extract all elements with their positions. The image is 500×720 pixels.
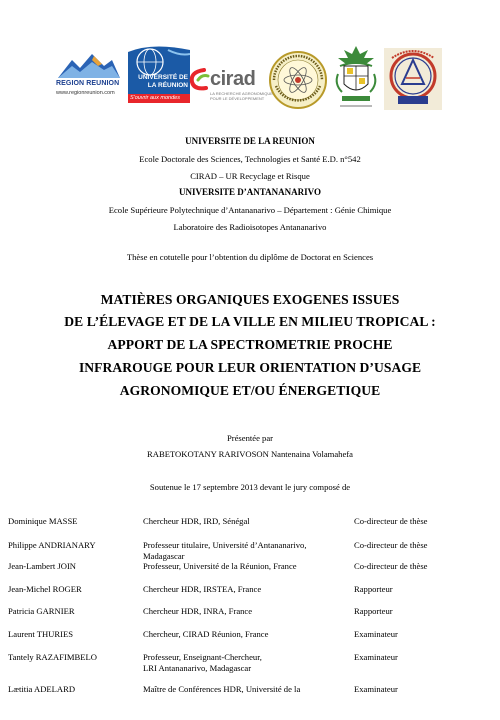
jury-member-title-cont: LRI Antananarivo, Madagascar — [143, 662, 252, 673]
region-reunion-logo: REGION REUNION www.regionreunion.com — [50, 52, 128, 112]
jury-member-name: Patricia GARNIER — [8, 606, 75, 616]
jury-member-name: Philippe ANDRIANARY — [8, 540, 96, 550]
jury-member-name: Jean-Lambert JOIN — [8, 561, 77, 571]
jury-member-title: Maître de Conférences HDR, Université de la — [143, 684, 301, 694]
jury-row — [0, 516, 500, 538]
jury-row — [0, 684, 500, 706]
thesis-title-line-3: APPORT DE LA SPECTROMETRIE PROCHE — [107, 337, 393, 352]
jury-member-name: Dominique MASSE — [8, 516, 78, 526]
jury-member-title-cont: Madagascar — [143, 550, 185, 561]
atom-laboratory-seal-icon — [268, 50, 328, 110]
jury-member-title: Professeur, Enseignant-Chercheur, — [143, 652, 262, 662]
jury-member-title: Chercheur, CIRAD Réunion, France — [143, 629, 269, 639]
logo-bar — [0, 40, 500, 110]
jury-member-role: Rapporteur — [354, 606, 393, 616]
doctoral-school: Ecole Doctorale des Sciences, Technologies et Santé E.D. n°542 — [139, 154, 361, 164]
jury-member-title: Professeur titulaire, Université d’Antananarivo, — [143, 540, 307, 550]
thesis-title-line-4: INFRAROUGE POUR LEUR ORIENTATION D’USAGE — [78, 360, 422, 375]
thesis-title-line-5: AGRONOMIQUE ET/OU ÉNERGETIQUE — [119, 383, 381, 398]
espa-department: Ecole Supérieure Polytechnique d’Antananarivo – Département : Génie Chimique — [108, 205, 392, 215]
universite-reunion-name: UNIVERSITÉ DE LA RÉUNION — [138, 74, 188, 89]
jury-member-title: Professeur, Université de la Réunion, France — [143, 561, 297, 571]
jury-row — [0, 606, 500, 628]
thesis-title-line-1: MATIÈRES ORGANIQUES EXOGENES ISSUES — [100, 292, 400, 307]
jury-row — [0, 540, 500, 562]
jury-member-role: Examinateur — [354, 684, 398, 694]
univ-antananarivo-heading: UNIVERSITE D’ANTANANARIVO — [179, 187, 321, 197]
cirad-tagline: LA RECHERCHE AGRONOMIQUE POUR LE DÉVELOPPEMENT — [210, 91, 273, 101]
thesis-title-line-2: DE L’ÉLEVAGE ET DE LA VILLE EN MILIEU TROPICAL : — [64, 314, 436, 329]
jury-member-role: Rapporteur — [354, 584, 393, 594]
author-name: RABETOKOTANY RARIVOSON Nantenaina Volamahefa — [147, 449, 353, 459]
universite-reunion-logo: UNIVERSITÉ DE LA RÉUNION S'ouvrir aux mondes — [128, 46, 190, 116]
jury-member-role: Co-directeur de thèse — [354, 516, 428, 526]
espa-engineering-school-icon — [384, 48, 442, 110]
jury-member-role: Examinateur — [354, 629, 398, 639]
jury-member-role: Examinateur — [354, 652, 398, 662]
cirad-unit: CIRAD – UR Recyclage et Risque — [190, 171, 310, 181]
laboratory-name: Laboratoire des Radioisotopes Antananarivo — [173, 222, 327, 232]
presented-by: Présentée par — [226, 433, 274, 443]
defense-statement: Soutenue le 17 septembre 2013 devant le jury composé de — [149, 482, 351, 492]
jury-member-name: Jean-Michel ROGER — [8, 584, 82, 594]
jury-member-name: Laurent THURIES — [8, 629, 73, 639]
jury-row — [0, 584, 500, 606]
jury-member-name: Tantely RAZAFIMBELO — [8, 652, 97, 662]
university-crest-icon — [332, 44, 380, 112]
cirad-logo: cirad LA RECHERCHE AGRONOMIQUE POUR LE DÉVELOPPEMENT — [188, 66, 266, 106]
jury-member-role: Co-directeur de thèse — [354, 540, 428, 550]
mountain-icon — [58, 52, 120, 78]
jury-row — [0, 629, 500, 651]
cirad-swoosh-icon — [188, 68, 210, 92]
jury-row — [0, 561, 500, 583]
jury-member-title: Chercheur HDR, INRA, France — [143, 606, 253, 616]
thesis-type: Thèse en cotutelle pour l’obtention du diplôme de Doctorat en Sciences — [126, 252, 374, 262]
univ-reunion-heading: UNIVERSITE DE LA REUNION — [185, 136, 315, 146]
jury-member-title: Chercheur HDR, IRD, Sénégal — [143, 516, 250, 526]
jury-row — [0, 652, 500, 674]
jury-member-role: Co-directeur de thèse — [354, 561, 428, 571]
jury-member-name: Lætitia ADELARD — [8, 684, 76, 694]
jury-member-title: Chercheur HDR, IRSTEA, France — [143, 584, 262, 594]
